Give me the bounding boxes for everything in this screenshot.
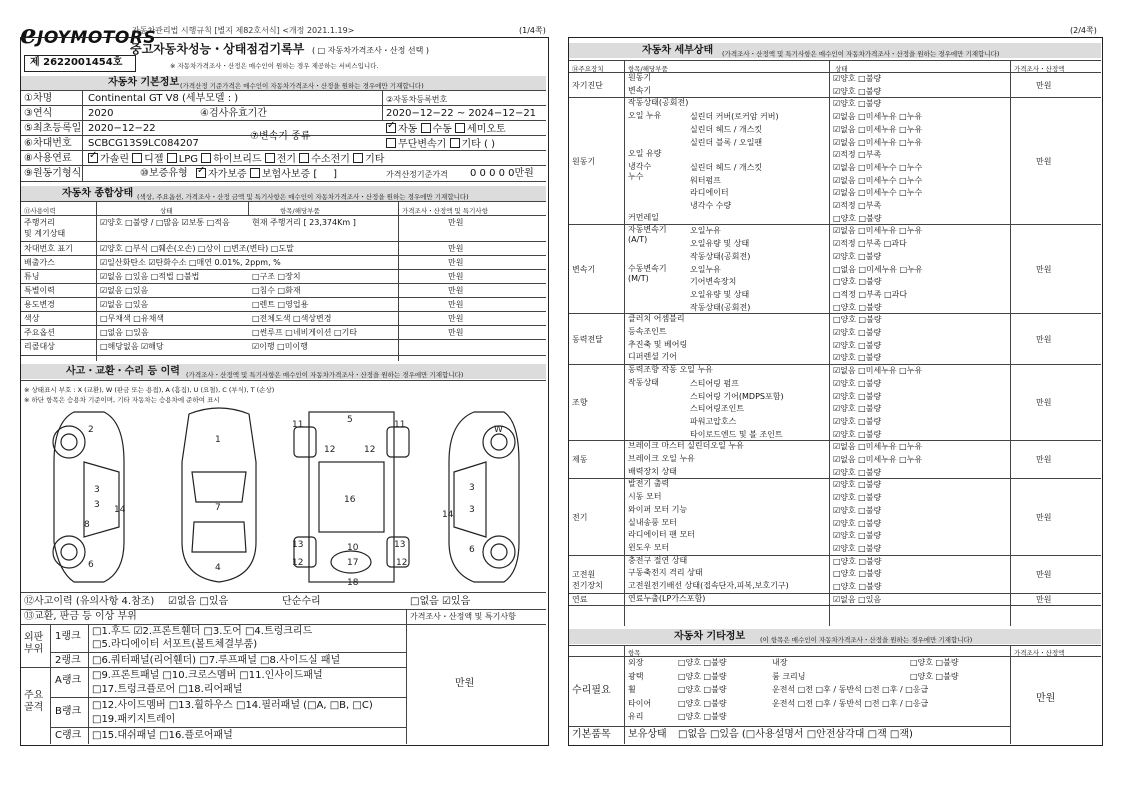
- detail-item: 와이퍼 모터 기능: [628, 504, 688, 514]
- legend-line-1: ※ 상태표시 부호 : X (교환), W (판금 또는 용접), A (흠집), U (요철), C (부식), T (손상): [24, 386, 275, 394]
- rankB-label: B랭크: [55, 706, 82, 717]
- detail-state: ☑양호 □불량: [833, 74, 882, 83]
- state-row-options: ☑양호 □불량 / □많음 ☑보통 □적음: [100, 218, 230, 227]
- detail-group-divider: [569, 605, 1101, 606]
- detail-item: 등속조인트: [628, 327, 667, 336]
- reg-no-label: ②자동차등록번호: [386, 95, 448, 104]
- detail-state: ☑없음 □미세누수 □누수: [833, 162, 923, 172]
- detail-subitem: 실린더 헤드 / 개스킷: [690, 124, 763, 134]
- detail-state: □양호 □불량: [833, 315, 882, 325]
- detail-title: 자동차 세부상태: [642, 45, 714, 56]
- detail-group-name: 동력전달: [572, 334, 603, 344]
- detail-subitem: 오일유량 및 상태: [690, 289, 750, 299]
- detail-subitem: 워터펌프: [690, 175, 721, 185]
- simple-repair-label: 단순수리: [282, 596, 321, 607]
- detail-state: □적정 □부족 □과다: [833, 289, 908, 299]
- state-row-label: 주요옵션: [24, 328, 55, 337]
- detail-item: 연료누출(LP가스포함): [628, 593, 706, 603]
- detail-group-name: 조향: [572, 398, 588, 408]
- state-row-divider: [21, 269, 546, 270]
- detail-state: ☑양호 □불량: [833, 416, 882, 426]
- detail-group-name: 원동기: [572, 156, 596, 166]
- detail-state: ☑양호 □불량: [833, 493, 882, 503]
- legend-line-2: ※ 하단 항목은 승용차 기준이며, 기타 자동차는 승용차에 준하여 표시: [24, 396, 220, 404]
- car-left-side: [53, 412, 124, 582]
- detail-state: ☑없음 □미세누유 □누유: [833, 366, 923, 376]
- detail-state: ☑양호 □불량: [833, 99, 882, 109]
- repair-needed-label: 수리필요: [572, 685, 611, 696]
- detail-subitem: 오일유량 및 상태: [690, 239, 750, 249]
- state-row-divider: [21, 339, 546, 340]
- other-state-2: □양호 □불량: [910, 658, 959, 667]
- state-row-options: ☑양호 □부식 □훼손(오손) □상이 □변조(변타) □도말: [100, 244, 294, 253]
- detail-item: 커먼레일: [628, 212, 659, 222]
- detail-state: □양호 □불량: [833, 569, 882, 579]
- detail-head-price: 가격조사・산정액: [1014, 65, 1065, 73]
- svg-text:12: 12: [292, 558, 304, 568]
- other-state: □양호 □불량: [678, 671, 727, 681]
- state-row-label: 색상: [24, 314, 40, 323]
- rankA-items: □9.프론트패널 □10.크로스멤버 □11.인사이드패널: [92, 670, 323, 681]
- detail-state: ☑양호 □불량: [833, 531, 882, 541]
- detail-item: 냉각수 누수: [628, 161, 652, 181]
- svg-text:3: 3: [469, 483, 475, 493]
- base-price-label: 가격산정기준가격: [386, 170, 448, 179]
- warranty-label: ⑩보증유형: [140, 168, 188, 179]
- car-name: Continental GT V8 (세부모델 : ): [88, 93, 239, 104]
- rankA-label: A랭크: [55, 675, 82, 686]
- detail-group-name: 연료: [572, 595, 588, 605]
- accident-note: (가격조사・산정액 및 특기사항은 매수인이 자동차가격조사・산정을 원하는 경우에만 기재합니다): [186, 371, 464, 379]
- detail-group-name: 제동: [572, 455, 588, 465]
- detail-state: ☑양호 □불량: [833, 404, 882, 414]
- detail-state: □양호 □불량: [833, 582, 882, 591]
- svg-text:17: 17: [347, 558, 359, 568]
- car-right-side: [449, 412, 519, 582]
- warranty-options: ✓ 자가보증 보험사보증 [ ]: [196, 168, 337, 181]
- inspect-period: 2020−12−22 ~ 2024−12−21: [386, 108, 537, 119]
- state-row-detail: □썬루프 □네비게이션 □기타: [252, 328, 358, 337]
- svg-text:11: 11: [292, 420, 304, 430]
- state-row-detail: ☑이행 □미이행: [252, 342, 308, 351]
- state-row-divider: [21, 311, 546, 312]
- state-row-options: ☑일산화탄소 ☑탄화수소 □매연 0.01%, 2ppm, %: [100, 258, 281, 267]
- other-item-2: 운전석 □전 □후 / 동반석 □전 □후 / □응급: [772, 698, 929, 708]
- rank2-label: 2랭크: [55, 655, 81, 666]
- svg-text:W: W: [494, 425, 503, 435]
- state-row-detail: □구조 □장치: [252, 272, 301, 281]
- detail-state: ☑양호 □불량: [833, 429, 882, 439]
- detail-state: ☑양호 □불량: [833, 467, 882, 477]
- state-row-options: ☑없음 □있음: [100, 300, 149, 309]
- other-head-item: 항목: [628, 649, 641, 657]
- left-form-title: 중고자동차성능・상태점검기록부: [130, 42, 305, 56]
- detail-state: ☑양호 □불량: [833, 391, 882, 401]
- other-info-note: (이 항목은 매수인이 자동차가격조사・산정을 원하는 경우에만 기재합니다): [760, 636, 973, 644]
- detail-item: 오일 유량: [628, 149, 662, 159]
- detail-subitem: 오일누유: [690, 226, 721, 236]
- svg-text:3: 3: [469, 505, 475, 515]
- detail-group-price: 만원: [1036, 512, 1052, 522]
- detail-state: ☑없음 □있음: [833, 594, 882, 604]
- year-label: ③연식: [24, 108, 53, 119]
- detail-state: ☑양호 □불량: [833, 340, 882, 350]
- rankC-label: C랭크: [55, 730, 82, 741]
- form-reference: 자동차관리법 시행규칙 [별지 제82호서식] <개정 2021.1.19>: [132, 26, 355, 35]
- detail-subitem: 타이로드엔드 및 볼 조인트: [690, 429, 783, 439]
- state-row-options: □해당없음 ☑해당: [100, 342, 164, 351]
- svg-text:5: 5: [347, 415, 353, 425]
- main-frame-label: 주요 골격: [24, 690, 44, 713]
- state-row-options: ☑없음 □있음: [100, 286, 149, 295]
- other-item: 광택: [628, 671, 644, 681]
- detail-item: 충전구 절연 상태: [628, 555, 688, 565]
- detail-group-price: 만원: [1036, 334, 1052, 344]
- detail-head-item: 항목/해당부품: [628, 65, 668, 73]
- state-head-item: 항목/해당부품: [280, 207, 320, 215]
- rank1-items-2: □5.라디에이터 서포트(볼트체결부품): [92, 639, 258, 650]
- state-row-label: 튜닝: [24, 272, 40, 281]
- engine-type-label: ⑨원동기형식: [24, 168, 82, 179]
- detail-item: 작동상태: [628, 377, 659, 387]
- state-row-divider: [21, 255, 546, 256]
- other-item-2: 룸 크리닝: [772, 671, 806, 681]
- state-row-price: 만원: [448, 258, 464, 267]
- other-item: 타이어: [628, 698, 652, 708]
- state-head-price: 가격조사・산정액 및 특기사항: [402, 207, 488, 215]
- exchange-title: ⑬교환, 판금 등 이상 부위: [24, 611, 137, 622]
- state-row-label: 용도변경: [24, 300, 55, 309]
- detail-item: 수동변속기 (M/T): [628, 263, 667, 283]
- other-state: □양호 □불량: [678, 698, 727, 708]
- state-row-price: 만원: [448, 272, 464, 281]
- detail-item: 자동변속기 (A/T): [628, 225, 667, 245]
- svg-text:12: 12: [364, 445, 376, 455]
- detail-group-name: 자기진단: [572, 80, 603, 90]
- first-reg-label: ⑤최초등록일: [24, 123, 82, 134]
- detail-group-name: 전기: [572, 512, 588, 522]
- accident-title: 사고・교환・수리 등 이력: [66, 366, 180, 377]
- detail-state: □양호 □불량: [833, 556, 882, 566]
- transmission-options-2: 무단변속기 기타 ( ): [386, 138, 495, 151]
- other-item-2: 내장: [772, 658, 788, 667]
- other-info-title: 자동차 기타정보: [674, 631, 746, 642]
- other-state: □양호 □불량: [678, 685, 727, 694]
- rankB-items: □12.사이드멤버 □13.휠하우스 □14.필러패널 (□A, □B, □C): [92, 700, 373, 711]
- state-row-label: 주행거리 및 계기상태: [24, 218, 66, 238]
- exchange-price-head: 가격조사・산정액 및 특기사항: [410, 612, 516, 621]
- detail-subitem: 작동상태(공회전): [690, 302, 751, 312]
- detail-head-state: 상태: [835, 65, 848, 73]
- detail-state: ☑양호 □불량: [833, 518, 882, 528]
- page-number-left: (1/4쪽): [519, 26, 546, 35]
- detail-group-price: 만원: [1036, 156, 1052, 166]
- other-item: 휠: [628, 685, 636, 694]
- state-row-detail: □전체도색 □색상변경: [252, 314, 332, 323]
- vin-label: ⑥차대번호: [24, 138, 72, 149]
- detail-state: □양호 □불량: [833, 213, 882, 223]
- svg-text:14: 14: [442, 510, 454, 520]
- other-item: 외장: [628, 658, 644, 667]
- detail-note: (가격조사・산정액 및 특기사항은 매수인이 자동차가격조사・산정을 원하는 경우에만 기재합니다): [722, 50, 1000, 58]
- detail-item: 디퍼렌셜 기어: [628, 352, 677, 362]
- other-state-2: □양호 □불량: [910, 671, 959, 681]
- state-row-options: ☑없음 □있음 □적법 □불법: [100, 272, 200, 281]
- detail-item: 브레이크 오일 누유: [628, 454, 695, 463]
- detail-state: ☑양호 □불량: [833, 353, 882, 363]
- basic-items-status-label: 보유상태: [628, 729, 667, 740]
- detail-state: ☑적정 □부족: [833, 150, 882, 160]
- detail-group-price: 만원: [1036, 595, 1052, 605]
- simple-repair-options: □없음 ☑있음: [410, 596, 471, 607]
- other-state: □양호 □불량: [678, 658, 727, 667]
- detail-group-price: 만원: [1036, 264, 1052, 274]
- detail-item: 동력조향 작동 오일 누유: [628, 365, 713, 375]
- detail-item: 추진축 및 베어링: [628, 339, 688, 349]
- state-row-divider: [21, 297, 546, 298]
- rankB-items-2: □19.패키지트레이: [92, 714, 176, 725]
- state-row-price: 만원: [448, 218, 464, 227]
- other-price: 만원: [1036, 693, 1056, 704]
- detail-state: ☑없음 □미세누유 □누유: [833, 226, 923, 236]
- svg-text:1: 1: [215, 435, 221, 445]
- outer-panel-label: 외판 부위: [24, 632, 44, 655]
- detail-state: ☑양호 □불량: [833, 543, 882, 553]
- state-note: (색상, 주요옵션, 가격조사・산정 금액 및 특기사항은 매수인이 자동차가격조사・산정을 원하는 경우에만 기재합니다): [137, 193, 469, 201]
- other-item: 유리: [628, 712, 644, 721]
- detail-item: 라디에이터 팬 모터: [628, 530, 695, 540]
- detail-state: ☑적정 □부족: [833, 201, 882, 210]
- svg-text:8: 8: [84, 520, 90, 530]
- svg-text:13: 13: [292, 540, 304, 550]
- state-row-divider: [21, 241, 546, 242]
- detail-item: 오일 누유: [628, 111, 662, 121]
- exchange-price: 만원: [455, 678, 475, 689]
- state-row-label: 배출가스: [24, 258, 55, 267]
- detail-item: 윈도우 모터: [628, 542, 670, 552]
- state-head-status: 상태: [160, 207, 173, 215]
- detail-group-price: 만원: [1036, 569, 1052, 579]
- detail-group-price: 만원: [1036, 455, 1052, 465]
- detail-subitem: 작동상태(공회전): [690, 251, 751, 261]
- doc-number: 제 2622001454호: [30, 57, 123, 68]
- detail-state: ☑적정 □부족 □과다: [833, 239, 907, 249]
- detail-state: ☑양호 □불량: [833, 328, 882, 337]
- state-row-price: 만원: [448, 244, 464, 253]
- detail-subitem: 냉각수 수량: [690, 201, 732, 210]
- svg-text:12: 12: [324, 445, 336, 455]
- transmission-options-1: ✓자동 수동 세미오토: [386, 123, 506, 136]
- detail-item: 변속기: [628, 85, 652, 95]
- other-state: □양호 □불량: [678, 712, 727, 721]
- detail-item: 배력장치 상태: [628, 466, 677, 476]
- detail-state: ☑없음 □미세누유 □누유: [833, 455, 923, 464]
- svg-text:12: 12: [396, 558, 408, 568]
- detail-state: ☑양호 □불량: [833, 378, 882, 388]
- svg-text:10: 10: [347, 543, 359, 553]
- detail-subitem: 스티어링 펌프: [690, 378, 739, 388]
- state-row-divider: [21, 355, 546, 356]
- detail-state: ☑없음 □미세누수 □누수: [833, 175, 923, 185]
- fuel-options: ✓ 가솔린 디젤 LPG 하이브리드 전기 수소전기 기타: [88, 153, 384, 166]
- rank1-label: 1랭크: [55, 631, 81, 642]
- state-row-detail: □렌트 □영업용: [252, 300, 309, 309]
- detail-item: 브레이크 마스터 실린더오일 누유: [628, 441, 744, 451]
- detail-item: 시동 모터: [628, 492, 662, 502]
- detail-state: ☑양호 □불량: [833, 505, 882, 515]
- state-row-label: 차대번호 표기: [24, 244, 73, 253]
- detail-state: ☑없음 □미세누유 □누유: [833, 442, 923, 452]
- state-row-divider: [21, 283, 546, 284]
- year: 2020: [88, 108, 114, 119]
- joymotors-logo: eJOYMOTORS: [20, 20, 157, 50]
- rankA-items-2: □17.트렁크플로어 □18.리어패널: [92, 684, 243, 695]
- accident-history-label: ⑫사고이력 (유의사항 4.참조): [24, 596, 155, 607]
- svg-text:11: 11: [394, 420, 406, 430]
- detail-group-name: 고전원 전기장치: [572, 569, 603, 590]
- left-form-title-option: ( □ 자동차가격조사・산정 선택 ): [312, 46, 429, 55]
- state-row-price: 만원: [448, 314, 464, 323]
- detail-item: 작동상태(공회전): [628, 98, 689, 108]
- detail-group-price: 만원: [1036, 398, 1052, 408]
- rank1-items: □1.후드 ☑2.프론트휀더 □3.도어 □4.트렁크리드: [92, 626, 313, 637]
- detail-state: ☑없음 □미세누유 □누유: [833, 124, 923, 134]
- svg-text:3: 3: [94, 485, 100, 495]
- inspect-label: ④검사유효기간: [200, 108, 267, 119]
- svg-text:18: 18: [347, 578, 359, 588]
- state-row-options: □무채색 □유채색: [100, 314, 165, 323]
- detail-item: 발전기 출력: [628, 479, 670, 489]
- fuel-label: ⑧사용연료: [24, 153, 72, 164]
- detail-subitem: 기어변속장치: [690, 277, 737, 287]
- detail-item: 클러치 어셈블리: [628, 314, 685, 324]
- detail-state: □양호 □불량: [833, 302, 882, 312]
- state-head-usage: ⑪사용이력: [24, 207, 56, 215]
- detail-group-name: 변속기: [572, 264, 596, 274]
- detail-subitem: 실린더 블록 / 오일팬: [690, 137, 763, 147]
- page-number-right: (2/4쪽): [1070, 26, 1097, 35]
- state-row-price: 만원: [448, 286, 464, 295]
- state-row-price: 만원: [448, 300, 464, 309]
- svg-text:2: 2: [88, 425, 94, 435]
- detail-state: □양호 □불량: [833, 277, 882, 287]
- state-row-options: □없음 □있음: [100, 328, 149, 337]
- svg-text:6: 6: [88, 560, 94, 570]
- svg-text:14: 14: [114, 505, 126, 515]
- basic-info-title: 자동차 기본정보: [108, 77, 180, 88]
- svg-text:13: 13: [394, 540, 406, 550]
- state-row-divider: [21, 325, 546, 326]
- car-name-label: ①차명: [24, 93, 53, 104]
- svg-text:3: 3: [94, 500, 100, 510]
- detail-item: 원동기: [628, 73, 652, 82]
- detail-state: ☑양호 □불량: [833, 86, 882, 96]
- detail-state: ☑양호 □불량: [833, 480, 882, 490]
- detail-item: 고전원전기배선 상태(접속단자,피복,보호기구): [628, 581, 789, 590]
- state-row-detail: □침수 □화재: [252, 286, 301, 295]
- detail-subitem: 스티어링조인트: [690, 404, 745, 414]
- transmission-label: ⑦변속기 종류: [250, 131, 311, 142]
- svg-text:6: 6: [469, 545, 475, 555]
- state-row-detail: 현재 주행거리 [ 23,374Km ]: [252, 218, 356, 227]
- accident-history-options: ☑없음 □있음: [168, 596, 229, 607]
- rank2-items: □6.쿼터패널(리어휀더) □7.루프패널 □8.사이드실 패널: [92, 655, 341, 666]
- basic-items-options: □없음 □있음 (□사용설명서 □안전삼각대 □잭 □잭): [678, 729, 913, 740]
- car-diagram: [24, 402, 544, 590]
- detail-subitem: 라디에이터: [690, 188, 729, 198]
- state-row-price: 만원: [448, 328, 464, 337]
- other-item-2: 운전석 □전 □후 / 동반석 □전 □후 / □응급: [772, 685, 929, 694]
- detail-item: 구동축전지 격리 상태: [628, 568, 703, 578]
- detail-subitem: 실린더 헤드 / 개스킷: [690, 162, 763, 172]
- detail-subitem: 파워고압호스: [690, 416, 737, 426]
- svg-text:16: 16: [344, 495, 356, 505]
- service-notice: ※ 자동차가격조사・산정은 매수인이 원하는 경우 제공하는 서비스입니다.: [170, 62, 379, 70]
- detail-subitem: 실린더 커버(로커암 커버): [690, 112, 779, 122]
- detail-state: □없음 □미세누유 □누유: [833, 264, 923, 274]
- detail-state: ☑없음 □미세누유 □누유: [833, 137, 923, 147]
- detail-state: ☑없음 □미세누수 □누수: [833, 188, 923, 198]
- detail-state: ☑없음 □미세누유 □누유: [833, 112, 923, 122]
- detail-subitem: 오일누유: [690, 264, 721, 274]
- base-price: 0 0 0 0 0만원: [470, 168, 534, 179]
- svg-text:4: 4: [215, 563, 221, 573]
- detail-head-system: ⑭주요장치: [572, 65, 604, 73]
- rankC-items: □15.대쉬패널 □16.플로어패널: [92, 730, 233, 741]
- first-reg: 2020−12−22: [88, 123, 156, 134]
- detail-state: ☑양호 □불량: [833, 251, 882, 261]
- state-row-label: 리콜대상: [24, 342, 55, 351]
- detail-item: 실내송풍 모터: [628, 517, 677, 527]
- basic-info-note: (가격산정 기준가격은 매수인이 자동차가격조사・산정을 원하는 경우에만 기재합니다): [180, 82, 424, 90]
- vin: SCBCG13S9LC084207: [88, 138, 199, 149]
- other-head-price: 가격조사・산정액: [1014, 649, 1065, 657]
- state-title: 자동차 종합상태: [62, 188, 134, 199]
- svg-text:7: 7: [215, 503, 221, 513]
- state-row-label: 특별이력: [24, 286, 55, 295]
- basic-items-label: 기본품목: [572, 729, 611, 740]
- detail-subitem: 스티어링 기어(MDPS포함): [690, 391, 784, 401]
- detail-group-price: 만원: [1036, 80, 1052, 90]
